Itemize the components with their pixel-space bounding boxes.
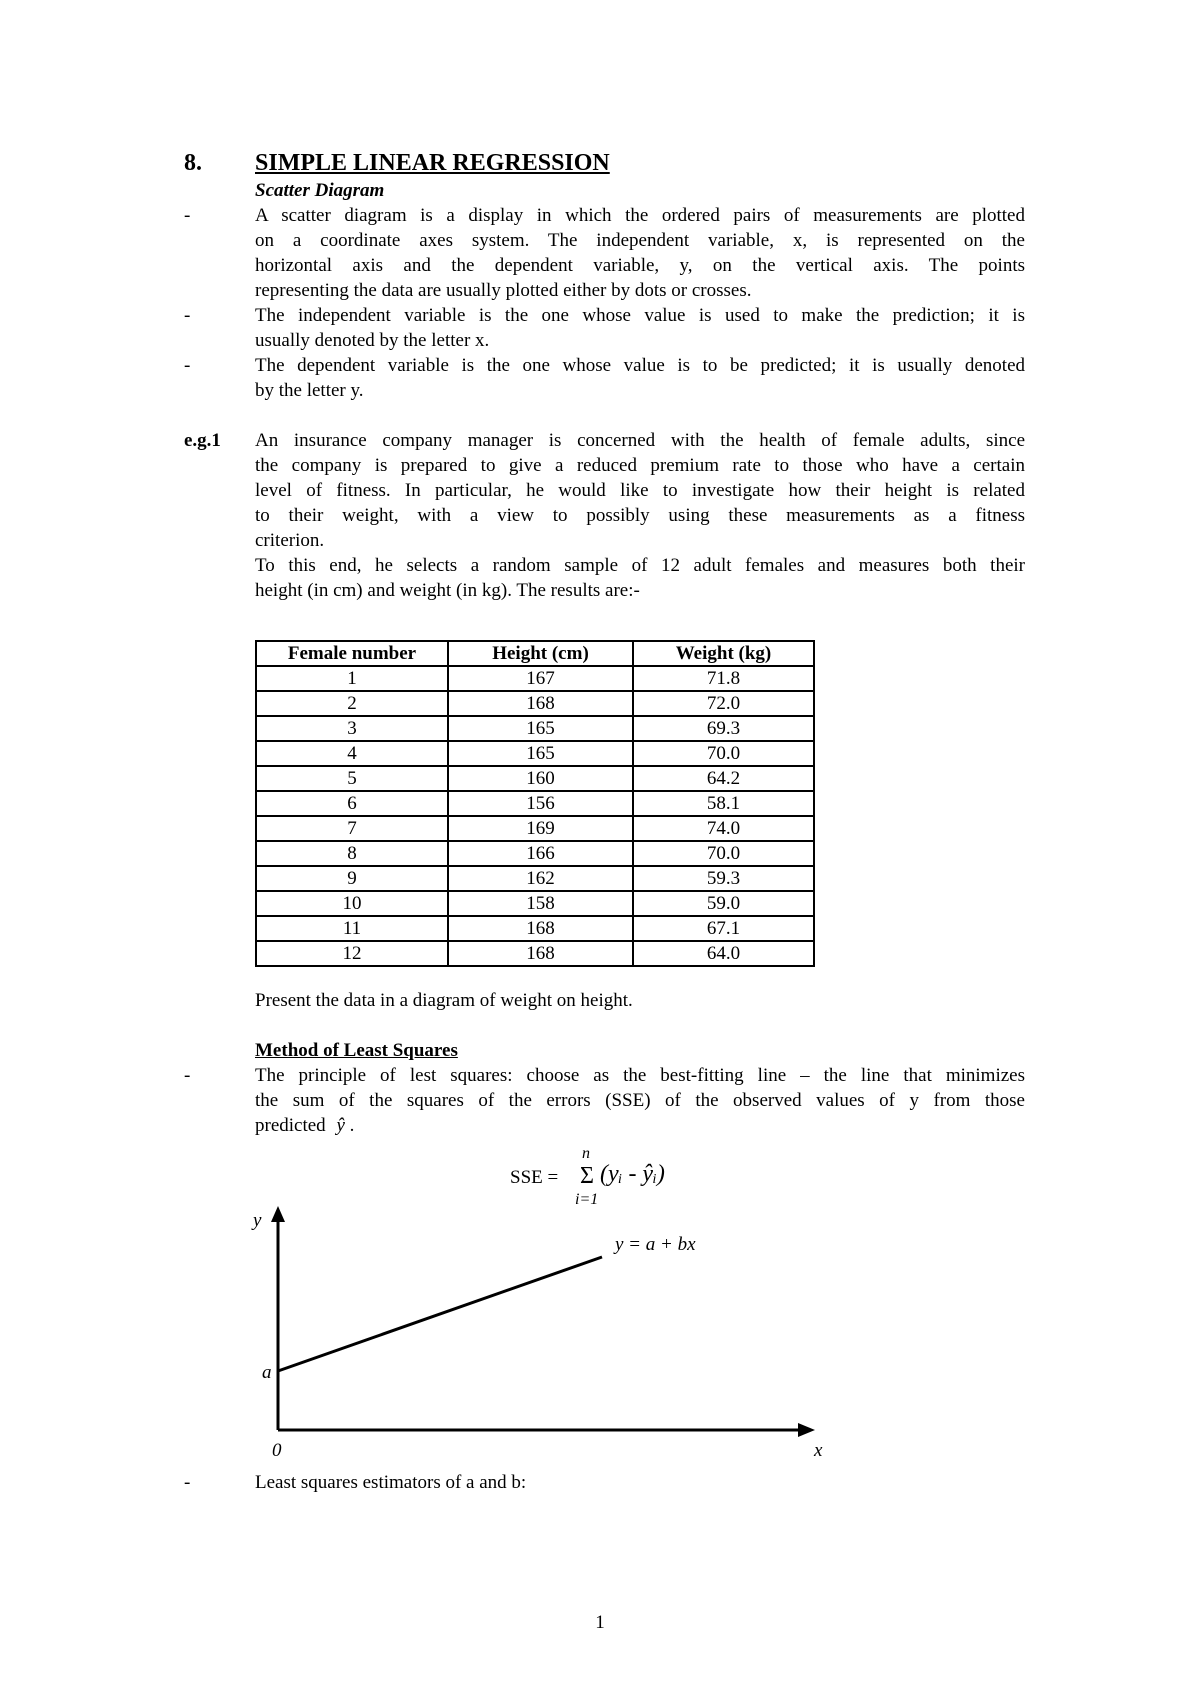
regression-line [278,1257,602,1371]
y-axis-label: y [253,1210,262,1231]
table-cell: 5 [256,766,448,791]
table-cell: 7 [256,816,448,841]
sum-upper-limit: n [582,1145,590,1162]
bullet-dash: - [184,305,191,326]
table-cell: 1 [256,666,448,691]
scatter-text-line: horizontal axis and the dependent variable, y, on the vertical axis. The points [255,255,1025,276]
table-cell: 9 [256,866,448,891]
scatter-text-line: on a coordinate axes system. The independent variable, x, is represented on the [255,230,1025,251]
table-row [256,716,814,741]
example-label: e.g.1 [184,430,221,451]
sigma-symbol: Σ [580,1163,594,1189]
regression-diagram [240,1200,840,1470]
scatter-text-line: A scatter diagram is a display in which the ordered pairs of measurements are plotted [255,205,1025,226]
bullet-dash: - [184,205,191,226]
table-row [256,891,814,916]
table-cell: 70.0 [633,841,814,866]
table-cell: 69.3 [633,716,814,741]
table-caption: Present the data in a diagram of weight on height. [255,990,633,1011]
table-cell: 168 [448,916,633,941]
principle-text-line: the sum of the squares of the errors (SSE) of the observed values of y from those [255,1090,1025,1111]
table-cell: 71.8 [633,666,814,691]
table-cell: 74.0 [633,816,814,841]
bullet-dash: - [184,1065,191,1086]
estimators-text: Least squares estimators of a and b: [255,1472,527,1493]
table-cell: 11 [256,916,448,941]
x-axis-arrowhead [798,1423,815,1437]
table-cell: 167 [448,666,633,691]
table-cell: 8 [256,841,448,866]
table-row [256,941,814,966]
scatter-text-line: representing the data are usually plotted either by dots or crosses. [255,280,752,301]
table-cell: 72.0 [633,691,814,716]
table-row [256,691,814,716]
formula-lhs: SSE = [510,1167,559,1188]
table-cell: 59.0 [633,891,814,916]
table-cell: 6 [256,791,448,816]
table-cell: 166 [448,841,633,866]
dependent-text-line: by the letter y. [255,380,364,401]
table-row [256,816,814,841]
section-title: SIMPLE LINEAR REGRESSION [255,150,610,176]
table-row [256,791,814,816]
table-cell: 64.0 [633,941,814,966]
x-axis-label: x [814,1440,823,1461]
scatter-heading: Scatter Diagram [255,180,385,201]
principle-text: predicted [255,1115,326,1136]
table-cell: 59.3 [633,866,814,891]
table-body [256,666,814,966]
table-cell: 156 [448,791,633,816]
table-cell: 4 [256,741,448,766]
table-cell: 160 [448,766,633,791]
table-row [256,666,814,691]
table-header: Weight (kg) [633,641,814,666]
data-table [255,640,815,967]
table-header: Female number [256,641,448,666]
table-cell: 64.2 [633,766,814,791]
example-text-line: to their weight, with a view to possibly using these measurements as a fitness [255,505,1025,526]
example-text-line: An insurance company manager is concerned with the health of female adults, since [255,430,1025,451]
section-number: 8. [184,150,202,176]
intercept-label: a [262,1362,272,1383]
table-cell: 158 [448,891,633,916]
example-text-line: the company is prepared to give a reduced premium rate to those who have a certain [255,455,1025,476]
table-cell: 58.1 [633,791,814,816]
table-row [256,766,814,791]
formula-term: (yᵢ - ŷᵢ) [600,1161,665,1187]
table-cell: 165 [448,716,633,741]
table-row [256,741,814,766]
independent-text-line: The independent variable is the one whose value is used to make the prediction; it is [255,305,1025,326]
table-row [256,916,814,941]
principle-text-line: predicted ŷ . [255,1115,355,1136]
sum-lower-limit: i=1 [575,1191,599,1208]
table-row [256,866,814,891]
dependent-text-line: The dependent variable is the one whose value is to be predicted; it is usually denoted [255,355,1025,376]
bullet-dash: - [184,355,191,376]
table-row [256,841,814,866]
least-squares-heading: Method of Least Squares [255,1040,458,1061]
example-text-line: To this end, he selects a random sample of 12 adult females and measures both their [255,555,1025,576]
table-header-row [256,641,814,666]
bullet-dash: - [184,1472,191,1493]
page-number: 1 [595,1612,605,1633]
table-cell: 10 [256,891,448,916]
table-cell: 168 [448,941,633,966]
table-cell: 168 [448,691,633,716]
example-text-line: level of fitness. In particular, he would like to investigate how their height is related [255,480,1025,501]
principle-text-line: The principle of lest squares: choose as the best-fitting line – the line that minimizes [255,1065,1025,1086]
independent-text-line: usually denoted by the letter x. [255,330,490,351]
table-header: Height (cm) [448,641,633,666]
y-axis-arrowhead [271,1206,285,1222]
example-text-line: criterion. [255,530,325,551]
table-cell: 12 [256,941,448,966]
line-equation-label: y = a + bx [615,1234,696,1255]
table-cell: 70.0 [633,741,814,766]
origin-label: 0 [272,1440,282,1461]
table-cell: 3 [256,716,448,741]
table-cell: 165 [448,741,633,766]
example-text-line: height (in cm) and weight (in kg). The results are:- [255,580,640,601]
table-cell: 169 [448,816,633,841]
y-hat-symbol: ŷ [336,1115,345,1136]
table-cell: 162 [448,866,633,891]
table-cell: 67.1 [633,916,814,941]
table-cell: 2 [256,691,448,716]
